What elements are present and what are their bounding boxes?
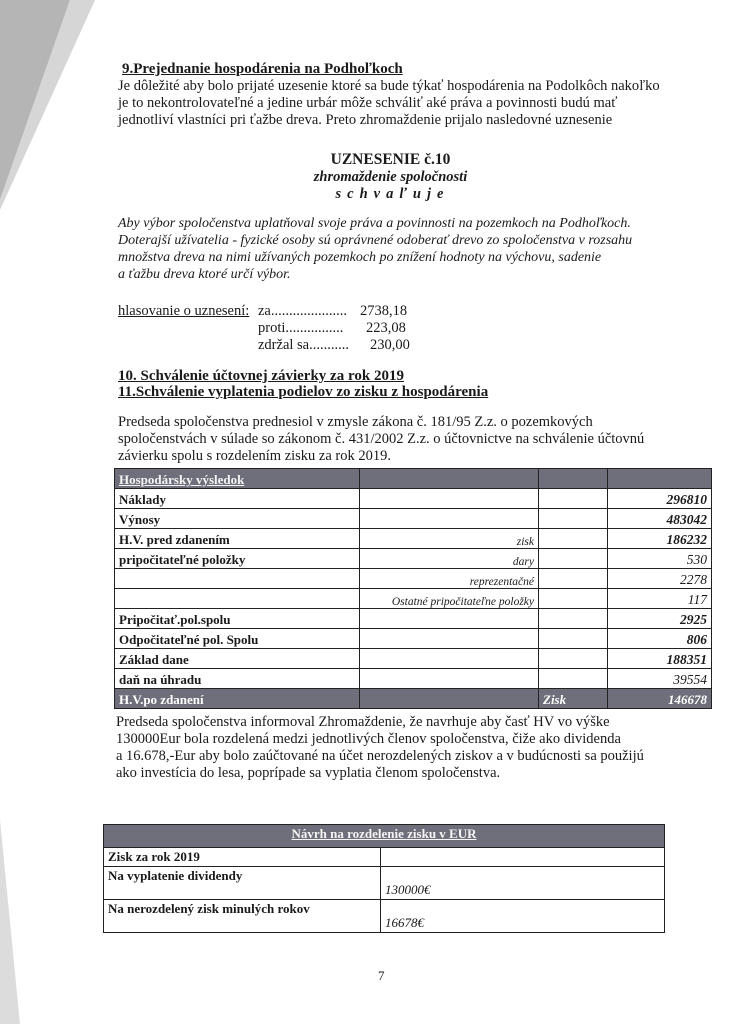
row-value: 16678€ (381, 900, 665, 933)
vote-for-value: 2738,18 (360, 303, 408, 319)
paragraph-line: Predseda spoločenstva prednesiol v zmysle zákona č. 181/95 Z.z. o pozemkových (118, 414, 593, 430)
table-header-row (104, 825, 665, 848)
row-label: daň na úhradu (115, 669, 360, 689)
row-middle: zisk (360, 529, 539, 549)
vote-for-label: za..................... (258, 303, 347, 319)
vote-against-label: proti................ (258, 320, 344, 336)
table-row (115, 609, 712, 629)
footer-middle: Zisk (539, 689, 608, 709)
table-row (115, 529, 712, 549)
table-row (104, 848, 665, 867)
paragraph-line: ako investícia do lesa, poprípade sa vyplatia členom spoločenstva. (116, 765, 501, 781)
profit-distribution-table (103, 824, 665, 933)
vote-against-value: 223,08 (366, 320, 406, 336)
row-value: 806 (608, 629, 712, 649)
table-row (104, 900, 665, 933)
row-label: Náklady (115, 489, 360, 509)
row-middle (360, 649, 539, 669)
row-value: 2278 (608, 569, 712, 589)
footer-value: 146678 (608, 689, 712, 709)
row-middle (360, 629, 539, 649)
paragraph-line: Predseda spoločenstva informoval Zhromaždenie, že navrhuje aby časť HV vo výške (116, 714, 610, 730)
row-value: 483042 (608, 509, 712, 529)
table-row (115, 649, 712, 669)
table-row (104, 867, 665, 900)
paragraph-line: spoločenstvách v súlade so zákonom č. 431/2002 Z.z. o účtovnictve na schválenie účtovnú (118, 431, 645, 447)
table-row (115, 489, 712, 509)
resolution-text (118, 215, 693, 283)
paragraph-line: je to nekontrolovateľné a jedine urbár môže schváliť aké práva a povinnosti budú mať (118, 95, 618, 111)
row-middle: reprezentačné (360, 569, 539, 589)
vote-label: hlasovanie o uznesení: (118, 303, 250, 319)
row-middle: Ostatné pripočitateľne položky (360, 589, 539, 609)
row-value: 188351 (608, 649, 712, 669)
row-value (381, 848, 665, 867)
resolution-line: a ťažbu dreva ktoré určí výbor. (118, 267, 291, 282)
row-value: 186232 (608, 529, 712, 549)
row-label: Zisk za rok 2019 (104, 848, 381, 867)
paragraph-line: 130000Eur bola rozdelená medzi jednotlivých členov spoločenstva, čiže ako dividenda (116, 731, 621, 747)
section-10-heading: 10. Schválenie účtovnej závierky za rok 2019 (118, 368, 404, 384)
section-9-paragraph (118, 78, 678, 129)
table-row (115, 629, 712, 649)
table-row (115, 669, 712, 689)
resolution-verb: schvaľuje (335, 186, 450, 202)
section-11-paragraph (118, 414, 693, 465)
row-label: Výnosy (115, 509, 360, 529)
resolution-line: Aby výbor spoločenstva uplatňoval svoje práva a povinnosti na pozemkoch na Podhoľkoch. (118, 216, 631, 231)
section-11-heading: 11.Schválenie vyplatenia podielov zo zisku z hospodárenia (118, 384, 489, 400)
financial-result-table (114, 468, 712, 709)
row-value: 296810 (608, 489, 712, 509)
row-label: Pripočitať.pol.spolu (115, 609, 360, 629)
row-value: 2925 (608, 609, 712, 629)
table-footer-row (115, 689, 712, 709)
row-label (115, 589, 360, 609)
row-label: Na nerozdelený zisk minulých rokov (104, 900, 381, 933)
row-label: pripočitateľné položky (115, 549, 360, 569)
row-value: 530 (608, 549, 712, 569)
section-9-heading: 9.Prejednanie hospodárenia na Podhoľkoch (122, 61, 403, 77)
table-header-row (115, 469, 712, 489)
resolution-line: Doterajší užívatelia - fyzické osoby sú oprávnené odoberať drevo zo spoločenstva v rozsahu (118, 233, 633, 248)
table-header-cell: Hospodársky výsledok (115, 469, 360, 489)
row-value: 39554 (608, 669, 712, 689)
row-label: Na vyplatenie dividendy (104, 867, 381, 900)
row-middle: dary (360, 549, 539, 569)
row-label: Základ dane (115, 649, 360, 669)
resolution-title: UZNESENIE č.10 (330, 151, 451, 168)
resolution-subtitle: zhromaždenie spoločnosti (313, 169, 468, 185)
row-middle (360, 509, 539, 529)
vote-abstain-value: 230,00 (370, 337, 410, 353)
row-label: Odpočitateľné pol. Spolu (115, 629, 360, 649)
row-middle (360, 609, 539, 629)
paragraph-line: jednotliví vlastníci pri ťažbe dreva. Preto zhromaždenie prijalo nasledovné uznesenie (118, 112, 613, 128)
row-middle (360, 489, 539, 509)
row-value: 117 (608, 589, 712, 609)
table-row (115, 549, 712, 569)
proposal-paragraph (116, 714, 691, 782)
table-row (115, 569, 712, 589)
row-value: 130000€ (381, 867, 665, 900)
table-header-cell: Návrh na rozdelenie zisku v EUR (104, 825, 665, 848)
table-row (115, 589, 712, 609)
paragraph-line: a 16.678,-Eur aby bolo zaúčtované na účet nerozdelených ziskov a v budúcnosti sa použijú (116, 748, 644, 764)
footer-label: H.V.po zdanení (115, 689, 360, 709)
table-row (115, 509, 712, 529)
row-middle (360, 669, 539, 689)
row-label: H.V. pred zdanením (115, 529, 360, 549)
paragraph-line: Je dôležité aby bolo prijaté uzesenie ktoré sa bude týkať hospodárenia na Podolkôch nakoľko (118, 78, 660, 94)
resolution-line: množstva dreva na nimi užívaných pozemkoch po znížení hodnoty na výchovu, sadenie (118, 250, 602, 265)
paragraph-line: závierku spolu s rozdelením zisku za rok 2019. (118, 448, 392, 464)
vote-abstain-label: zdržal sa........... (258, 337, 349, 353)
row-label (115, 569, 360, 589)
page-number: 7 (378, 968, 385, 983)
